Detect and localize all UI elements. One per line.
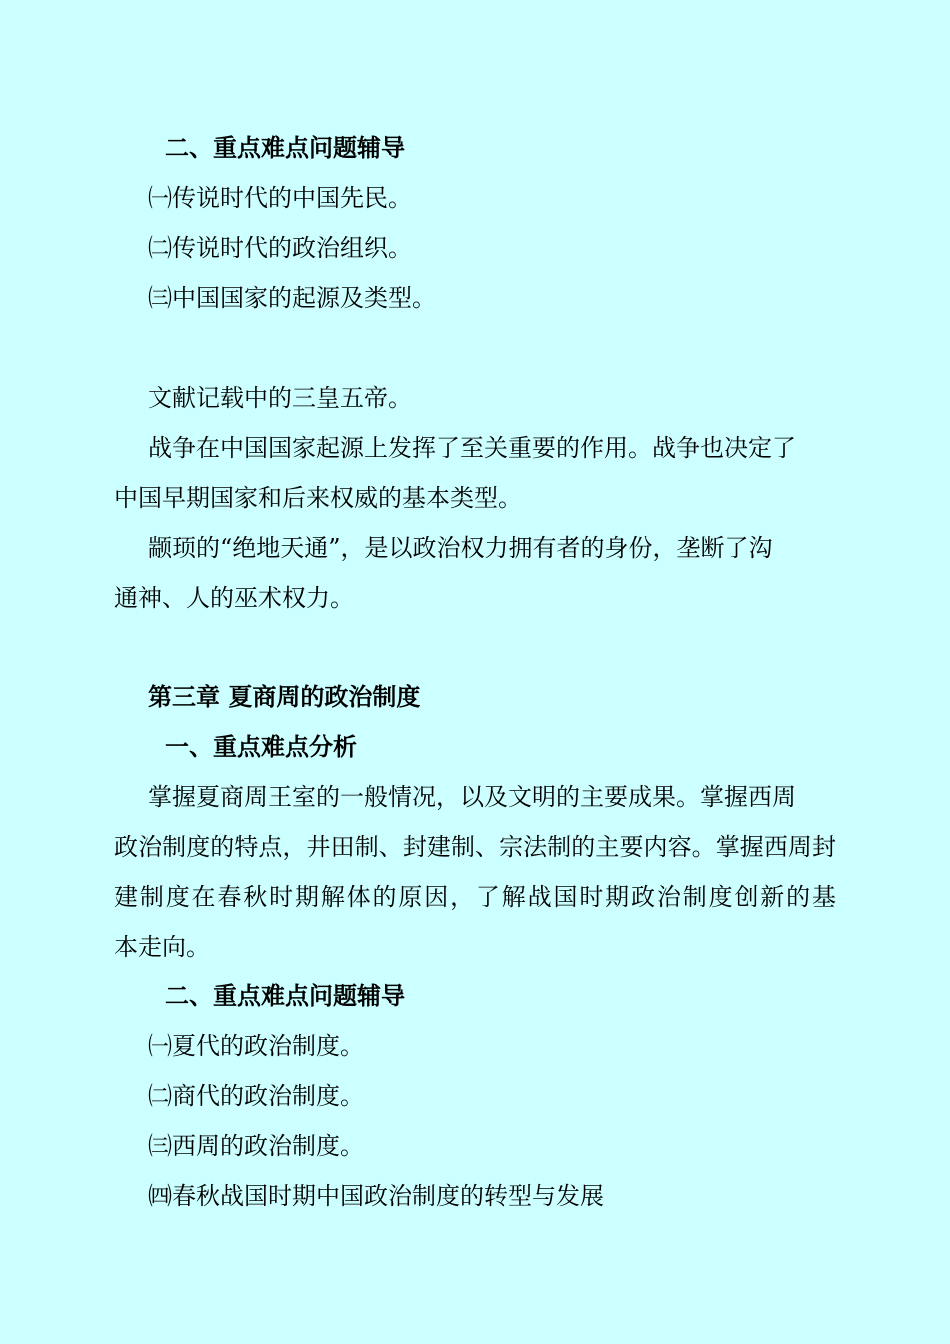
paragraph-line: 掌握夏商周王室的一般情况，以及文明的主要成果。掌握西周 — [148, 783, 796, 811]
paragraph-line: 建制度在春秋时期解体的原因，了解战国时期政治制度创新的基 — [114, 883, 836, 911]
paragraph-line: 中国早期国家和后来权威的基本类型。 — [114, 484, 522, 512]
section-heading: 二、重点难点问题辅导 — [165, 982, 405, 1010]
list-item: ㈡商代的政治制度。 — [148, 1082, 364, 1110]
chapter-title: 第三章 夏商周的政治制度 — [148, 683, 421, 711]
paragraph-line: 战争在中国国家起源上发挥了至关重要的作用。战争也决定了 — [148, 434, 796, 462]
list-item: ㈠传说时代的中国先民。 — [148, 184, 412, 212]
paragraph-line: 政治制度的特点，井田制、封建制、宗法制的主要内容。掌握西周封 — [114, 833, 836, 861]
paragraph-line: 通神、人的巫术权力。 — [114, 584, 354, 612]
list-item: ㈢中国国家的起源及类型。 — [148, 284, 436, 312]
list-item: ㈢西周的政治制度。 — [148, 1132, 364, 1160]
section-heading: 一、重点难点分析 — [165, 733, 357, 761]
paragraph-line: 颛顼的“绝地天通”，是以政治权力拥有者的身份，垄断了沟 — [148, 534, 773, 562]
paragraph-line: 本走向。 — [114, 933, 210, 961]
list-item: ㈠夏代的政治制度。 — [148, 1032, 364, 1060]
paragraph: 文献记载中的三皇五帝。 — [148, 384, 412, 412]
list-item: ㈡传说时代的政治组织。 — [148, 234, 412, 262]
list-item: ㈣春秋战国时期中国政治制度的转型与发展 — [148, 1182, 604, 1210]
section-heading: 二、重点难点问题辅导 — [165, 134, 405, 162]
